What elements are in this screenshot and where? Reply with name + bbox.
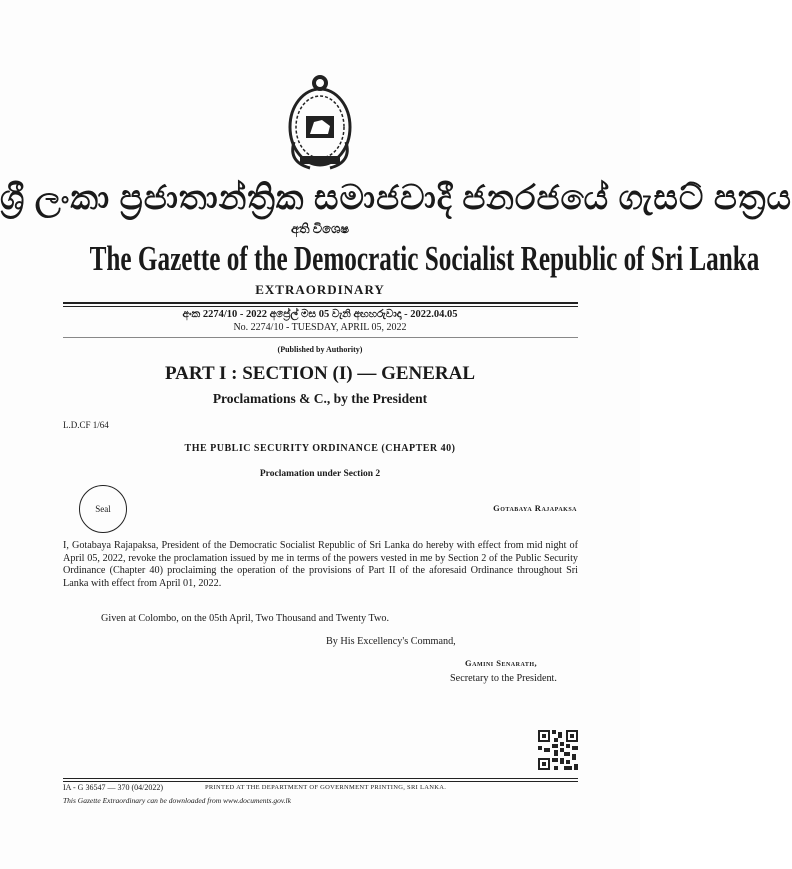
secretary-title: Secretary to the President. [450, 673, 557, 684]
secretary-name: Gamini Senarath, [465, 658, 538, 668]
sri-lanka-emblem-icon [280, 72, 360, 172]
footer-divider [63, 778, 578, 779]
divider [63, 306, 578, 307]
footer-download-note: This Gazette Extraordinary can be downloaded from www.documents.gov.lk [63, 796, 291, 805]
part-heading: PART I : SECTION (I) — GENERAL [164, 363, 476, 384]
english-number-line: No. 2274/10 - TUESDAY, APRIL 05, 2022 [233, 322, 407, 333]
seal [79, 485, 127, 533]
footer-code: IA - G 36547 — 370 (04/2022) [63, 783, 163, 792]
proclamation-under: Proclamation under Section 2 [259, 469, 381, 479]
divider [63, 337, 578, 338]
qr-code-icon [538, 730, 578, 770]
published-by-authority: (Published by Authority) [277, 345, 363, 354]
body-paragraph: I, Gotabaya Rajapaksa, President of the Democratic Socialist Republic of Sri Lanka do hereby with effect from mid night of April 05, 2022, revoke the proclamation issued by me in terms of the powers vested in me by Section 2 of the Public Security Ordinance (Chapter 40) proclaiming the operation of the provisions of Part II of the aforesaid Ordinance throughout Sri Lanka with effect from April 01, 2022. [63, 540, 578, 589]
divider [63, 302, 578, 304]
signatory-name: Gotabaya Rajapaksa [493, 503, 577, 513]
sinhala-title: ශ්‍රී ලංකා ප්‍රජාතාන්ත්‍රික සමාජවාදී ජනරජයේ ගැසට් පත්‍රය [0, 180, 792, 217]
subheading: Proclamations & C., by the President [212, 391, 428, 406]
sinhala-subtitle: අති විශෙෂ [290, 221, 350, 236]
by-command: By His Excellency's Command, [326, 636, 456, 647]
seal-label: Seal [95, 503, 111, 514]
reference-number: L.D.CF 1/64 [63, 420, 109, 430]
sinhala-number-line: අංක 2274/10 - 2022 අප්‍රේල් මස 05 වැනි අඟහරුවාදා - 2022.04.05 [182, 309, 458, 320]
given-at: Given at Colombo, on the 05th April, Two Thousand and Twenty Two. [101, 613, 389, 624]
extraordinary-label: EXTRAORDINARY [255, 282, 385, 297]
ordinance-title: THE PUBLIC SECURITY ORDINANCE (CHAPTER 40) [184, 443, 456, 454]
footer-divider [63, 781, 578, 782]
footer-printed: PRINTED AT THE DEPARTMENT OF GOVERNMENT PRINTING, SRI LANKA. [205, 784, 447, 791]
english-title: The Gazette of the Democratic Socialist Republic of Sri Lanka [89, 239, 760, 278]
